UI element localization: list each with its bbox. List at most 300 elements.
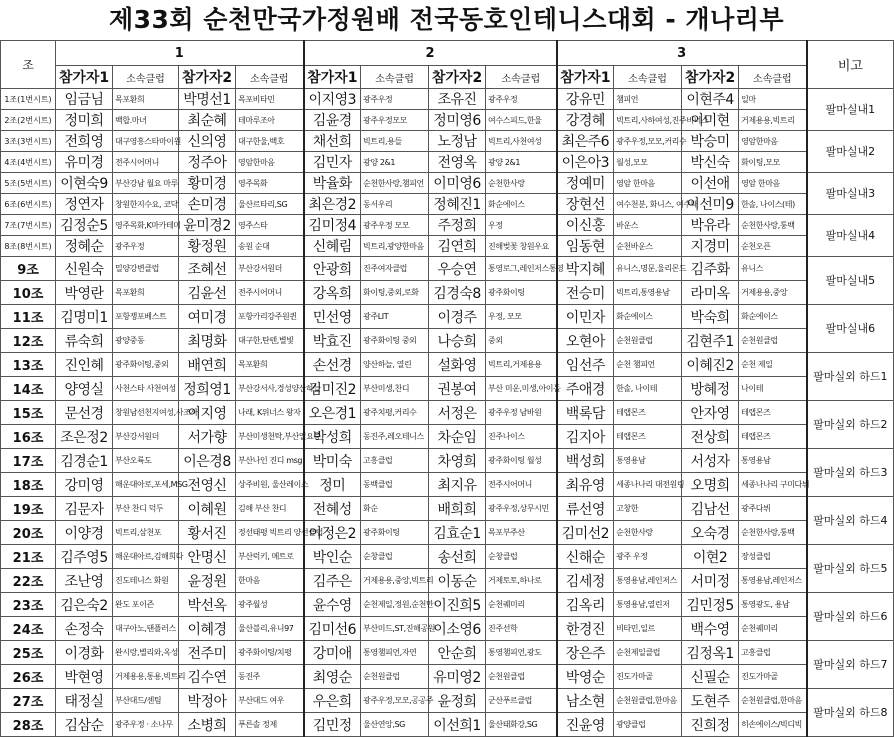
player-name: 여미경 [179,305,236,329]
player-name: 서가향 [179,425,236,449]
header-player2: 참가자2 [429,66,486,89]
player-name: 김미진2 [304,377,361,401]
player-name: 조유진 [429,89,486,110]
club-name: 동진주 [236,665,304,689]
player-name: 김윤선 [179,281,236,305]
player-name: 전희영 [56,131,113,152]
club-name: 장성클럽 [739,545,807,569]
club-name: 순천원클럽 [739,329,807,353]
player-name: 김문자 [56,497,113,521]
player-name: 정예미 [557,173,614,194]
club-name: 순천퀘미리 [486,593,557,617]
club-name: 테랩몬즈 [614,401,682,425]
player-name: 최지유 [429,473,486,497]
club-name: 히손에이스/빅디빅 [739,713,807,737]
group-label: 11조 [1,305,56,329]
player-name: 주정희 [429,215,486,236]
player-name: 도현주 [682,689,739,713]
club-name: 유니스,명문,울리몬드 [614,257,682,281]
club-name: 순천한사랑,퉁백 [739,215,807,236]
club-name: 광주우정 [486,89,557,110]
club-name: 월성,모모 [614,152,682,173]
player-name: 이혜진2 [682,353,739,377]
club-name: 빅트리,통영용남 [614,281,682,305]
table-row [1,131,894,152]
player-name: 김미정4 [304,215,361,236]
group-label: 22조 [1,569,56,593]
club-name: 백합.마녀 [113,110,179,131]
player-name: 김주은 [304,569,361,593]
group-label: 1조(1번시트) [1,89,56,110]
club-name: 정선태평 빅트리 양선클럽 [236,521,304,545]
club-name: 전주시어머니 [113,152,179,173]
player-name: 오은경1 [304,401,361,425]
player-name: 이정은2 [304,521,361,545]
header-player1: 참가자1 [56,66,113,89]
player-name: 이경주 [429,305,486,329]
club-name: 거제용용,중앙 [739,281,807,305]
player-name: 김경숙8 [429,281,486,305]
player-name: 이신홍 [557,215,614,236]
player-name: 정혜순 [56,236,113,257]
club-name: 울산블리,유니97 [236,617,304,641]
player-name: 서미정 [682,569,739,593]
club-name: 화이팅,모모 [739,152,807,173]
club-name: 챔피언 [614,89,682,110]
club-name: 부산미생,찬디 [361,377,429,401]
club-name: 창원한지수요, 코닥 [113,194,179,215]
player-name: 윤정희 [429,689,486,713]
player-name: 김삼순 [56,713,113,737]
club-name: 목포부주산 [486,521,557,545]
player-name: 노정남 [429,131,486,152]
court-note: 팔마실내3 [807,173,894,215]
club-name: 울산연앙,SG [361,713,429,737]
player-name: 지경미 [682,236,739,257]
player-name: 백록담 [557,401,614,425]
club-name: 통영로그,레인저스통영 [486,257,557,281]
club-name: 창원남선천지여성,사조사 [113,401,179,425]
group-label: 6조(6번시트) [1,194,56,215]
player-name: 정희영1 [179,377,236,401]
player-name: 손선경 [304,353,361,377]
player-name: 백성희 [557,449,614,473]
header-player1: 참가자1 [304,66,361,89]
table-row [1,449,894,473]
club-name: 순천한사랑,챔피언 [361,173,429,194]
player-name: 손미경 [179,194,236,215]
player-name: 정미영6 [429,110,486,131]
club-name: 통영광도, 용남 [739,593,807,617]
table-row [1,713,894,737]
group-label: 20조 [1,521,56,545]
player-name: 이선희1 [429,713,486,737]
player-name: 오현아 [557,329,614,353]
club-name: 고창한 [614,497,682,521]
club-name: 순천바운스 [614,236,682,257]
player-name: 김민정 [304,713,361,737]
bracket-table [0,40,894,737]
group-label: 4조(4번시트) [1,152,56,173]
club-name: 비타민,일르 [614,617,682,641]
court-note: 팔마실내6 [807,305,894,353]
player-name: 황미경 [179,173,236,194]
club-name: 테랩몬즈 [739,425,807,449]
club-name: 테마루조아 [236,110,304,131]
player-name: 김효순1 [429,521,486,545]
player-name: 전혜성 [304,497,361,521]
club-name: 광주화이팅 중외 [361,329,429,353]
group-label: 3조(3번시트) [1,131,56,152]
player-name: 우은희 [304,689,361,713]
player-name: 이선미9 [682,194,739,215]
club-name: 통영용남,레인저스 [614,569,682,593]
club-name: 한마음 [236,569,304,593]
player-name: 김정순5 [56,215,113,236]
player-name: 김명미1 [56,305,113,329]
player-name: 정주아 [179,152,236,173]
club-name: 부산 미운,미생,아이돌 [486,377,557,401]
group-label: 2조(2번시트) [1,110,56,131]
player-name: 조은정2 [56,425,113,449]
group-label: 15조 [1,401,56,425]
club-name: 여수천분, 화니스, 여수대 [614,194,682,215]
player-name: 안명신 [179,545,236,569]
player-name: 방혜정 [682,377,739,401]
player-name: 안자영 [682,401,739,425]
club-name: 영암한마음 [236,152,304,173]
club-name: 나래, K위너스 왕자 [236,401,304,425]
player-name: 김주화 [682,257,739,281]
player-name: 태정실 [56,689,113,713]
table-row [1,665,894,689]
header-club: 소속클럽 [236,66,304,89]
page-title: 제33회 순천만국가정원배 전국동호인테니스대회 - 개나리부 [108,5,785,34]
table-row [1,377,894,401]
club-name: 상주비원, 울산레이스 [236,473,304,497]
player-name: 신필순 [682,665,739,689]
club-name: 목포비타민 [236,89,304,110]
player-name: 정미 [304,473,361,497]
player-name: 김남선 [682,497,739,521]
table-row [1,194,894,215]
club-name: 화순 [361,497,429,521]
club-name: 밀양강변클럽 [113,257,179,281]
header-group-2: 2 [304,41,557,66]
club-name: 광양 2&1 [361,152,429,173]
club-name: 대구한울,백호 [236,131,304,152]
club-name: 부산미생천탁,부산일요중 [236,425,304,449]
header-player2: 참가자2 [682,66,739,89]
club-name: 진도가마골 [614,665,682,689]
player-name: 조난영 [56,569,113,593]
table-row [1,215,894,236]
club-name: 바운스 [614,215,682,236]
player-name: 유미경 [56,152,113,173]
table-row [1,521,894,545]
club-name: 순천한사랑,퉁백 [739,521,807,545]
club-name: 영주스타 [236,215,304,236]
group-label: 13조 [1,353,56,377]
player-name: 김주영5 [56,545,113,569]
player-name: 우승연 [429,257,486,281]
court-note: 팔마실외 하드5 [807,545,894,593]
club-name: 화순에이스 [739,305,807,329]
group-label: 9조 [1,257,56,281]
club-name: 순천오픈 [739,236,807,257]
player-name: 김정옥1 [682,641,739,665]
club-name: 화순에이스 [486,194,557,215]
player-name: 김미선6 [304,617,361,641]
club-name: 진해벚꽃 창원우요 [486,236,557,257]
player-name: 손정숙 [56,617,113,641]
player-name: 전영옥 [429,152,486,173]
club-name: 진주선학 [486,617,557,641]
group-label: 26조 [1,665,56,689]
player-name: 박지혜 [557,257,614,281]
player-name: 이동순 [429,569,486,593]
club-name: 빅트리,사천여성 [486,131,557,152]
header-notes: 비고 [807,41,894,89]
player-name: 양영실 [56,377,113,401]
player-name: 최영순 [304,665,361,689]
club-name: 진주여자클럽 [361,257,429,281]
player-name: 박신숙 [682,152,739,173]
club-name: 우정, 모모 [486,305,557,329]
player-name: 최은경2 [304,194,361,215]
player-name: 최은주6 [557,131,614,152]
player-name: 김미선2 [557,521,614,545]
table-row [1,173,894,194]
club-name: 통영챔피언,자연 [361,641,429,665]
club-name: 광양 2&1 [486,152,557,173]
club-name: 울산태화강,SG [486,713,557,737]
player-name: 나승희 [429,329,486,353]
player-name: 권봉여 [429,377,486,401]
table-row [1,89,894,110]
group-label: 17조 [1,449,56,473]
club-name: 한솔, 나이스(테) [739,194,807,215]
club-name: 목포환희 [236,353,304,377]
player-name: 임동현 [557,236,614,257]
club-name: 순창클럽 [486,545,557,569]
player-name: 김옥리 [557,593,614,617]
club-name: 거제용용,빅트리 [739,110,807,131]
table-row [1,329,894,353]
player-name: 최명화 [179,329,236,353]
club-name: 광주우정 · 소나무 [113,713,179,737]
player-name: 박성희 [304,425,361,449]
club-name: 광주우정,모모,공공주 [361,689,429,713]
player-name: 박인순 [304,545,361,569]
club-name: 광주 우정 [614,545,682,569]
player-name: 류숙희 [56,329,113,353]
player-name: 오숙경 [682,521,739,545]
club-name: 영주목화,K마카테미 [113,215,179,236]
court-note: 팔마실외 하드8 [807,689,894,737]
club-name: 유니스 [739,257,807,281]
club-name: 빅트리,광양한마음 [361,236,429,257]
table-row [1,281,894,305]
court-note: 팔마실외 하드3 [807,449,894,497]
club-name: 동서우리 [361,194,429,215]
club-name: 화순에이스 [614,305,682,329]
group-label: 28조 [1,713,56,737]
club-name: 순천한사랑 [486,173,557,194]
club-name: 부산강서원더 [113,425,179,449]
player-name: 한경진 [557,617,614,641]
club-name: 광주우정,상무시민 [486,497,557,521]
group-label: 8조(8번시트) [1,236,56,257]
player-name: 이선애 [682,173,739,194]
club-name: 동백클럽 [361,473,429,497]
player-name: 최유영 [557,473,614,497]
club-name: 순천한사랑 [614,521,682,545]
player-name: 황정원 [179,236,236,257]
club-name: 대구한,탄텐,별빛 [236,329,304,353]
header-jo: 조 [1,41,56,89]
table-row [1,593,894,617]
club-name: 푸른솔 정제 [236,713,304,737]
club-name: 한솔, 나이테 [614,377,682,401]
player-name: 김윤경 [304,110,361,131]
club-name: 순천 챔피언 [614,353,682,377]
club-name: 전주시어머니 [486,473,557,497]
club-name: 일마 [739,89,807,110]
player-name: 이민자 [557,305,614,329]
group-label: 14조 [1,377,56,401]
player-name: 류선영 [557,497,614,521]
club-name: 광주화이팅 월성 [486,449,557,473]
club-name: 광주화이팅,중외 [113,353,179,377]
table-row [1,257,894,281]
player-name: 이은경8 [179,449,236,473]
club-name: 순천원클럽 [614,329,682,353]
header-club: 소속클럽 [361,66,429,89]
club-name: 부산나인 진디 msg [236,449,304,473]
group-label: 21조 [1,545,56,569]
player-name: 오명희 [682,473,739,497]
club-name: 사천스타 사천여성 [113,377,179,401]
club-name: 광주월성 [236,593,304,617]
club-name: 통영용남 [614,449,682,473]
court-note: 팔마실외 하드1 [807,353,894,401]
header-club: 소속클럽 [614,66,682,89]
club-name: 대구영흥스타마이원 [113,131,179,152]
header-group-3: 3 [557,41,807,66]
player-name: 김연희 [429,236,486,257]
player-name: 김민자 [304,152,361,173]
player-name: 차순임 [429,425,486,449]
player-name: 신혜림 [304,236,361,257]
player-name: 이미현 [682,110,739,131]
court-note: 팔마실내1 [807,89,894,131]
player-name: 설화영 [429,353,486,377]
player-name: 소병희 [179,713,236,737]
club-name: 군산푸르클럽 [486,689,557,713]
player-name: 김경순1 [56,449,113,473]
club-name: 부산 찬디 덕두 [113,497,179,521]
player-name: 차영희 [429,449,486,473]
table-row [1,236,894,257]
club-name: 통영용남,레인저스 [739,569,807,593]
player-name: 채선희 [304,131,361,152]
club-name: 해운대아로,포세,MSG [113,473,179,497]
club-name: 거제용용,중앙,빅트리 [361,569,429,593]
player-name: 김민정5 [682,593,739,617]
player-name: 이혜원 [179,497,236,521]
player-name: 유미영2 [429,665,486,689]
club-name: 부산대드 여우 [236,689,304,713]
header-club: 소속클럽 [739,66,807,89]
player-name: 이현숙9 [56,173,113,194]
club-name: 광주화이팅/치평 [236,641,304,665]
player-name: 이진희5 [429,593,486,617]
player-name: 김지아 [557,425,614,449]
player-name: 신해순 [557,545,614,569]
player-name: 남소현 [557,689,614,713]
club-name: 테랩몬즈 [614,425,682,449]
club-name: 광주우정 [361,89,429,110]
table-row [1,152,894,173]
header-club: 소속클럽 [486,66,557,89]
club-name: 포항쟁포베스트 [113,305,179,329]
player-name: 배연희 [179,353,236,377]
player-name: 전주미 [179,641,236,665]
player-name: 윤정원 [179,569,236,593]
group-label: 23조 [1,593,56,617]
club-name: 광주우정,모모,커리수 [614,131,682,152]
club-name: 진도테니스 화원 [113,569,179,593]
court-note: 팔마실외 하드4 [807,497,894,545]
player-name: 임선주 [557,353,614,377]
player-name: 안광희 [304,257,361,281]
player-name: 이지영 [179,401,236,425]
club-name: 대구아노,탠플러스 [113,617,179,641]
court-note: 팔마실내2 [807,131,894,173]
club-name: 빅트리,삼천포 [113,521,179,545]
club-name: 부산럭키, 메트로 [236,545,304,569]
club-name: 순천원클럽 [361,665,429,689]
club-name: 광주우정모모 [361,110,429,131]
club-name: 전주시어머니 [236,281,304,305]
club-name: 부산강서원더 [236,257,304,281]
player-name: 이은아3 [557,152,614,173]
player-name: 송선희 [429,545,486,569]
player-name: 진인혜 [56,353,113,377]
player-name: 안순희 [429,641,486,665]
club-name: 완도 포이즌 [113,593,179,617]
club-name: 순천 제일 [739,353,807,377]
player-name: 박숙희 [682,305,739,329]
table-row [1,353,894,377]
club-name: 영암한마음 [739,131,807,152]
player-name: 강미애 [304,641,361,665]
player-name: 김세정 [557,569,614,593]
group-label: 7조(7번시트) [1,215,56,236]
player-name: 이지영3 [304,89,361,110]
player-name: 이양경 [56,521,113,545]
club-name: 영암 한마음 [739,173,807,194]
group-label: 19조 [1,497,56,521]
table-row [1,473,894,497]
header-group-1: 1 [56,41,304,66]
player-name: 이미영6 [429,173,486,194]
court-note: 팔마실외 하드2 [807,401,894,449]
club-name: 거제용용,통용,빅트리 [113,665,179,689]
club-name: 포항카리강주원퀸 [236,305,304,329]
player-name: 이소영6 [429,617,486,641]
